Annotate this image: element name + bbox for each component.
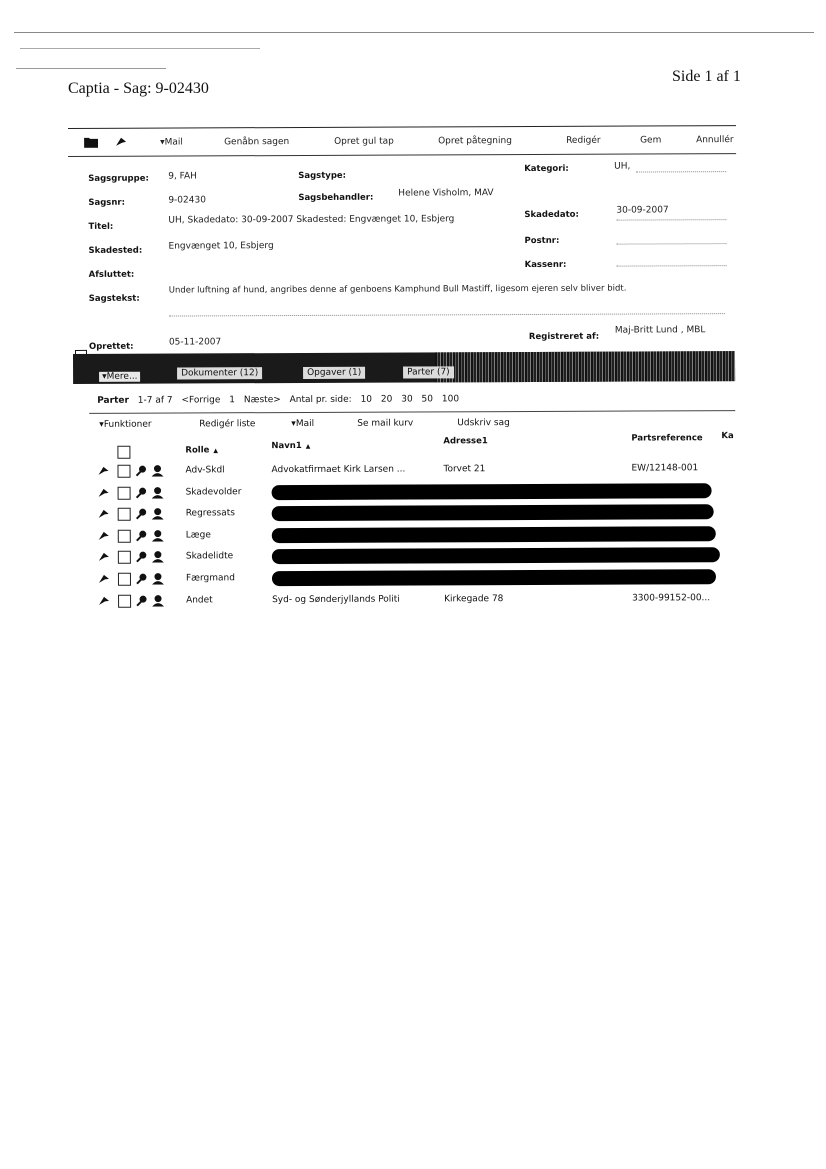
case-text-value: Under luftning af hund, angribes denne af genboens Kamphund Bull Mastiff, ligesom ejeren selv bliver bidt. xyxy=(168,283,627,296)
case-handler-label: Sagsbehandler: xyxy=(298,192,374,203)
row-role: Regressats xyxy=(185,508,235,519)
open-arrow-icon[interactable] xyxy=(98,530,110,542)
row-checkbox[interactable] xyxy=(117,465,130,478)
table-header xyxy=(69,433,737,460)
postal-code-label: Postnr: xyxy=(524,235,560,247)
created-label: Oprettet: xyxy=(88,341,134,352)
search-icon[interactable] xyxy=(136,573,148,585)
row-icons xyxy=(98,573,170,587)
pager xyxy=(97,394,465,406)
open-arrow-icon[interactable] xyxy=(98,486,110,498)
mail-basket-button[interactable]: Se mail kurv xyxy=(357,418,414,429)
toolbar-create-yellow-tab[interactable]: Opret gul tap xyxy=(334,136,394,147)
tab-more[interactable]: ▾Mere... xyxy=(99,372,140,382)
mail-menu[interactable]: ▾Mail xyxy=(291,418,315,430)
search-icon[interactable] xyxy=(136,508,148,520)
search-icon[interactable] xyxy=(136,529,148,541)
case-number-label: Sagsnr: xyxy=(88,197,126,208)
pager-range: 1-7 af 7 xyxy=(137,395,173,406)
dotted-line xyxy=(616,219,726,220)
folder-icon[interactable] xyxy=(84,136,98,148)
pager-page[interactable]: 1 xyxy=(229,395,236,406)
tab-parties[interactable]: Parter (7) xyxy=(403,366,454,378)
open-arrow-icon[interactable] xyxy=(98,508,110,520)
case-number-value: 9-02430 xyxy=(168,195,206,206)
row-checkbox[interactable] xyxy=(118,508,131,521)
open-arrow-icon[interactable] xyxy=(98,594,110,606)
created-value: 05-11-2007 xyxy=(168,337,222,348)
edit-list-button[interactable]: Redigér liste xyxy=(199,419,256,430)
box-number-label: Kassenr: xyxy=(524,259,567,271)
column-role[interactable] xyxy=(185,445,218,455)
search-icon[interactable] xyxy=(136,551,148,563)
registered-by-value: Maj-Britt Lund , MBL xyxy=(614,325,706,336)
person-icon[interactable] xyxy=(152,551,164,563)
page-title: Captia - Sag: 9-02430 xyxy=(68,80,209,97)
column-ka[interactable]: Ka xyxy=(721,431,734,442)
column-role-label: Rolle xyxy=(185,445,210,456)
row-name[interactable]: Syd- og Sønderjyllands Politi xyxy=(272,594,400,605)
case-text-label: Sagstekst: xyxy=(88,293,140,304)
row-icons xyxy=(98,486,170,500)
toolbar-cancel[interactable]: Annullér xyxy=(696,135,734,146)
functions-bar xyxy=(69,417,737,434)
search-icon[interactable] xyxy=(136,486,148,498)
row-icons xyxy=(98,529,170,543)
person-icon[interactable] xyxy=(151,465,163,477)
row-icons xyxy=(98,508,170,522)
row-role: Færgmand xyxy=(185,573,235,584)
closed-label: Afsluttet: xyxy=(88,269,135,280)
table-row[interactable] xyxy=(70,481,738,504)
row-checkbox[interactable] xyxy=(118,486,131,499)
column-name-label: Navn1 xyxy=(271,440,302,452)
toolbar-reopen-case[interactable]: Genåbn sagen xyxy=(224,137,290,148)
column-name[interactable] xyxy=(271,441,310,451)
row-role: Adv-Skdl xyxy=(185,465,225,476)
category-value: UH, xyxy=(614,161,631,172)
scan-artifact-line xyxy=(20,48,260,49)
toolbar-save[interactable]: Gem xyxy=(640,135,662,146)
row-checkbox[interactable] xyxy=(118,551,131,564)
per-page-10[interactable]: 10 xyxy=(360,394,373,405)
functions-menu[interactable]: ▾Funktioner xyxy=(99,419,152,430)
table-row[interactable] xyxy=(70,502,738,525)
damage-place-value: Engvænget 10, Esbjerg xyxy=(168,241,274,252)
person-icon[interactable] xyxy=(152,529,164,541)
row-reference: 3300-99152-00... xyxy=(632,592,711,604)
damage-date-label: Skadedato: xyxy=(524,209,579,221)
person-icon[interactable] xyxy=(152,573,164,585)
dotted-line xyxy=(169,313,725,316)
row-icons xyxy=(97,465,169,479)
tab-documents[interactable]: Dokumenter (12) xyxy=(177,367,262,379)
search-icon[interactable] xyxy=(135,465,147,477)
search-icon[interactable] xyxy=(136,594,148,606)
toolbar-create-annotation[interactable]: Opret påtegning xyxy=(438,136,512,147)
redaction-bar xyxy=(272,483,712,500)
person-icon[interactable] xyxy=(152,486,164,498)
row-checkbox[interactable] xyxy=(118,573,131,586)
redaction-bar xyxy=(272,569,716,586)
redaction-bar xyxy=(272,526,716,543)
row-address: Kirkegade 78 xyxy=(444,593,504,604)
open-arrow-icon[interactable] xyxy=(97,465,109,477)
person-icon[interactable] xyxy=(152,594,164,606)
row-icons xyxy=(98,551,170,565)
row-role: Skadevolder xyxy=(185,486,242,498)
title-label: Titel: xyxy=(88,221,114,232)
damage-place-label: Skadested: xyxy=(88,245,143,256)
sort-up-icon: ▲ xyxy=(213,447,219,455)
select-all-checkbox[interactable] xyxy=(117,446,130,459)
row-role: Andet xyxy=(186,594,213,606)
captia-screenshot xyxy=(68,125,740,618)
case-handler-value: Helene Visholm, MAV xyxy=(398,188,494,199)
per-page-100[interactable]: 100 xyxy=(441,394,460,405)
toolbar-rule xyxy=(68,125,736,129)
pager-label: Parter xyxy=(97,395,129,406)
row-name[interactable]: Advokatfirmaet Kirk Larsen ... xyxy=(271,464,406,476)
row-checkbox[interactable] xyxy=(118,594,131,607)
table-row[interactable] xyxy=(70,589,738,612)
table-row[interactable] xyxy=(70,524,738,547)
case-group-value: 9, FAH xyxy=(168,171,197,182)
dotted-line xyxy=(636,171,726,172)
arrow-icon[interactable] xyxy=(114,136,128,148)
damage-date-value: 30-09-2007 xyxy=(616,205,669,216)
table-row[interactable] xyxy=(70,567,738,590)
per-page-30[interactable]: 30 xyxy=(401,394,413,405)
redaction-bar xyxy=(272,548,720,565)
toolbar xyxy=(68,131,736,154)
case-type-label: Sagstype: xyxy=(298,170,347,181)
toolbar-rule xyxy=(68,153,736,157)
pager-prev[interactable]: <Forrige xyxy=(181,395,221,406)
table-row[interactable] xyxy=(69,459,737,482)
row-role: Læge xyxy=(185,530,211,541)
title-value: UH, Skadedato: 30-09-2007 Skadested: Engvænget 10, Esbjerg xyxy=(168,214,455,226)
tab-bar-background xyxy=(435,351,735,382)
scan-artifact-line xyxy=(16,68,166,69)
per-page-20[interactable]: 20 xyxy=(380,394,393,405)
pager-next[interactable]: Næste> xyxy=(243,395,281,406)
sort-up-icon: ▲ xyxy=(305,442,311,450)
row-address: Torvet 21 xyxy=(443,464,486,475)
table-row[interactable] xyxy=(70,545,738,568)
row-checkbox[interactable] xyxy=(118,530,131,543)
open-arrow-icon[interactable] xyxy=(98,551,110,563)
per-page-50[interactable]: 50 xyxy=(421,394,434,405)
dotted-line xyxy=(617,243,727,244)
row-reference: EW/12148-001 xyxy=(631,463,699,474)
category-label: Kategori: xyxy=(524,163,569,175)
row-icons xyxy=(98,594,170,608)
dotted-line xyxy=(617,265,727,266)
tab-tasks[interactable]: Opgaver (1) xyxy=(303,367,365,379)
per-page-label: Antal pr. side: xyxy=(289,394,352,406)
toolbar-mail[interactable]: ▾Mail xyxy=(160,137,183,148)
redaction-bar xyxy=(272,504,714,521)
person-icon[interactable] xyxy=(152,508,164,520)
tab-bar xyxy=(73,351,735,384)
case-group-label: Sagsgruppe: xyxy=(88,173,149,184)
scan-artifact-line xyxy=(14,32,814,33)
print-case-button[interactable]: Udskriv sag xyxy=(457,418,510,429)
open-arrow-icon[interactable] xyxy=(98,573,110,585)
column-address[interactable]: Adresse1 xyxy=(443,436,488,447)
column-reference[interactable]: Partsreference xyxy=(631,433,703,444)
page-number: Side 1 af 1 xyxy=(672,68,741,85)
registered-by-label: Registreret af: xyxy=(528,331,600,342)
row-role: Skadelidte xyxy=(185,551,234,562)
toolbar-edit[interactable]: Redigér xyxy=(566,135,601,146)
pager-rule xyxy=(89,410,735,414)
